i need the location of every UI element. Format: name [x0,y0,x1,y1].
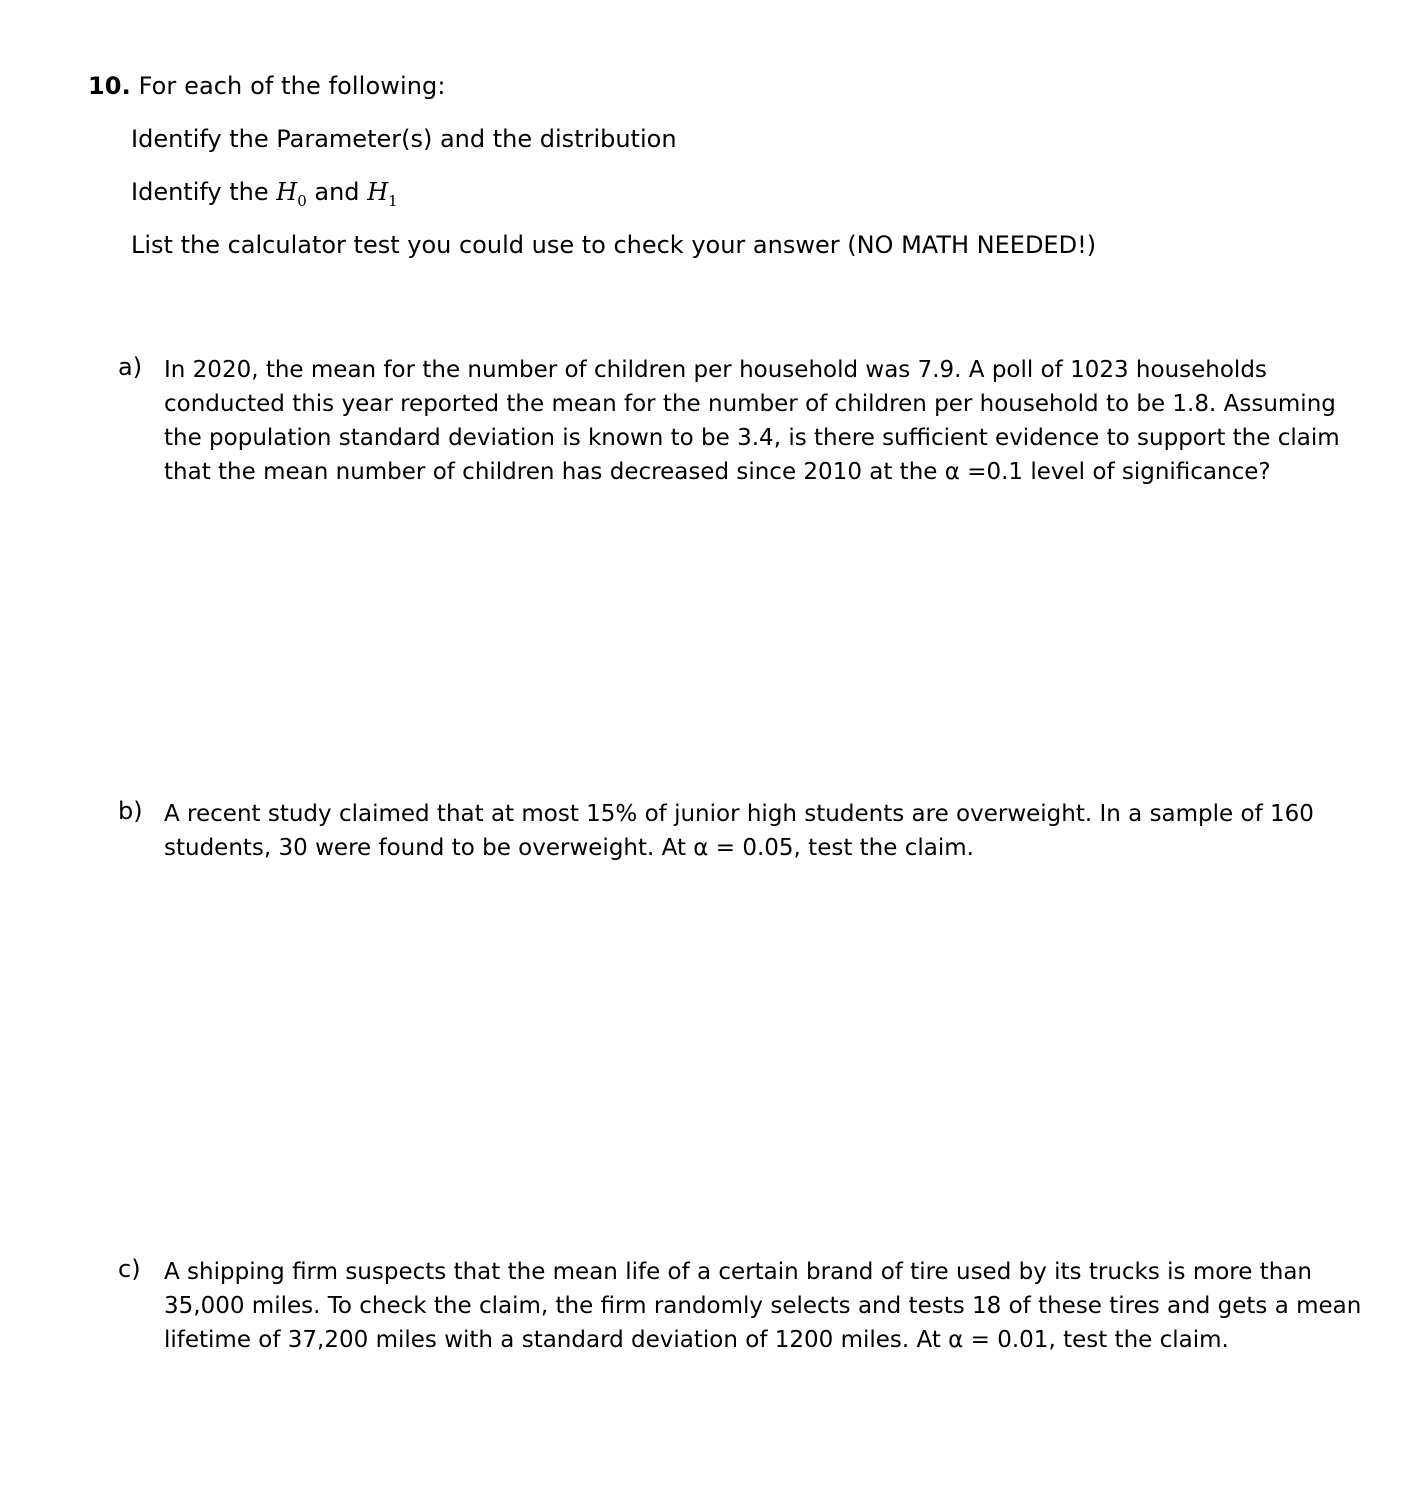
alternative-hypothesis-symbol [367,178,398,210]
part-c-label: c) [118,1255,141,1283]
part-a-text: In 2020, the mean for the number of children per household was 7.9. A poll of 1023 households conducted this year reported the mean for the number of children per household to be 1.8. Assuming the population standard deviation is known to be 3.4, is there sufficient evidence to support the claim that the mean number of children has decreased since 2010 at the α =0.1 level of significance? [164,357,1340,485]
part-c [118,1255,1373,1357]
h0-letter: H [276,178,298,206]
instruction-hypotheses [131,178,398,210]
part-b-label: b) [118,797,143,825]
instruction-parameters: Identify the Parameter(s) and the distribution [131,125,677,153]
part-c-text: A shipping firm suspects that the mean life of a certain brand of tire used by its trucks is more than 35,000 miles. To check the claim, the firm randomly selects and tests 18 of these tires and gets a mean lifetime of 37,200 miles with a standard deviation of 1200 miles. At α = 0.01, test the claim. [164,1259,1362,1353]
instruction-hypotheses-and: and [314,178,360,206]
instruction-hypotheses-prefix: Identify the [131,178,269,206]
null-hypothesis-symbol [276,178,307,210]
h0-subscript: 0 [297,191,307,210]
part-a-label: a) [118,353,143,381]
instruction-calculator: List the calculator test you could use to check your answer (NO MATH NEEDED!) [131,231,1097,259]
question-number: 10. [88,72,131,100]
h1-subscript: 1 [388,191,398,210]
question-heading [88,72,446,100]
h1-letter: H [367,178,389,206]
part-b-text: A recent study claimed that at most 15% of junior high students are overweight. In a sample of 160 students, 30 were found to be overweight. At α = 0.05, test the claim. [164,801,1314,861]
question-prompt: For each of the following: [138,72,446,100]
part-b [118,797,1373,865]
part-a [118,353,1373,489]
